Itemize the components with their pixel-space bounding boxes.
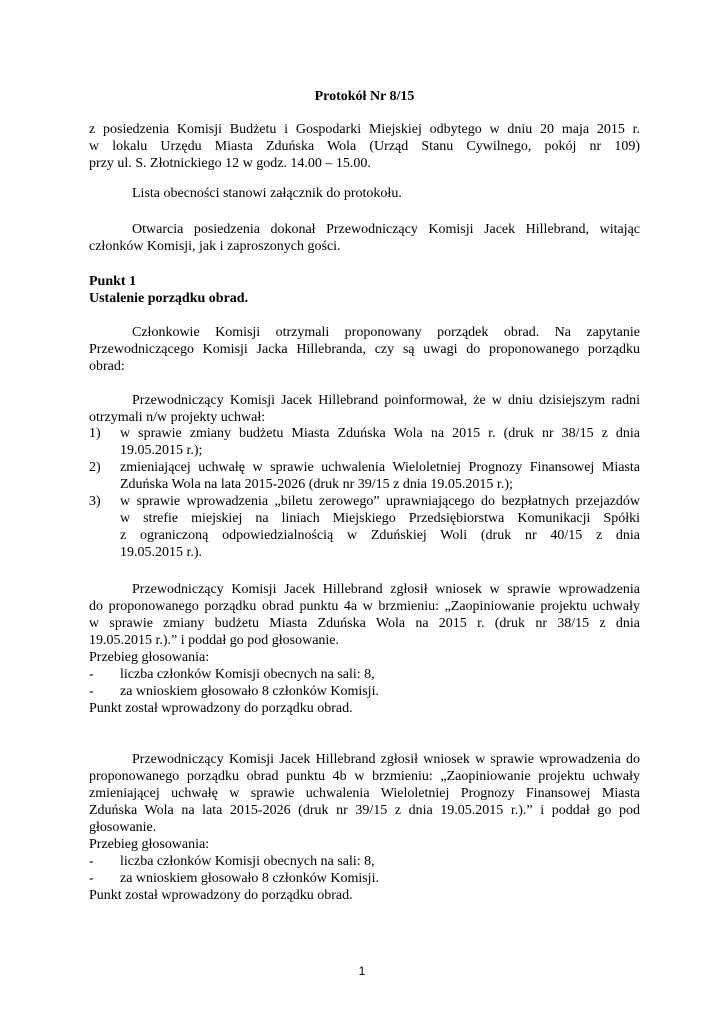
motion-result: Punkt został wprowadzony do porządku obrad. <box>89 888 353 903</box>
page-number: 1 <box>358 964 366 978</box>
intro-line: z posiedzenia Komisji Budżetu i Gospodarki Miejskiej odbytego w dniu 20 maja 2015 r. <box>89 122 640 137</box>
vote-item <box>89 853 640 870</box>
vote-item <box>89 683 640 700</box>
opening-line: członków Komisji, jak i zaproszonych gości. <box>89 239 341 254</box>
list-item <box>89 425 640 459</box>
motion-line: Przewodniczący Komisji Jacek Hillebrand zgłosił wniosek w sprawie wprowadzenia <box>132 582 640 597</box>
item-number: 3) <box>89 494 101 509</box>
projects-line: Przewodniczący Komisji Jacek Hillebrand poinformował, że w dniu dzisiejszym radni <box>132 393 640 408</box>
motion-a-paragraph <box>89 581 640 717</box>
item-line: w sprawie zmiany budżetu Miasta Zduńska Wola na 2015 r. (druk nr 38/15 z dnia <box>120 426 640 441</box>
item-line: w sprawie wprowadzenia „biletu zerowego” uprawniającego do bezpłatnych przejazdów <box>120 494 640 509</box>
intro-paragraph <box>89 121 640 172</box>
motion-line: zmieniającej uchwałę w sprawie uchwalenia Wieloletniej Prognozy Finansowej Miasta <box>89 786 640 801</box>
motion-line: proponowanego porządku obrad punktu 4b w brzmieniu: „Zaopiniowanie projektu uchwały <box>89 769 640 784</box>
item-line: 19.05.2015 r.). <box>120 545 203 560</box>
vote-item-text: za wnioskiem głosowało 8 członków Komisji. <box>120 871 379 886</box>
item-line: z ograniczoną odpowiedzialnością w Zduńskiej Woli (druk nr 40/15 z dnia <box>120 528 640 543</box>
agenda-line: Przewodniczącego Komisji Jacka Hillebranda, czy są uwagi do proponowanego porządku <box>89 342 640 357</box>
motion-line: do proponowanego porządku obrad punktu 4a w brzmieniu: „Zaopiniowanie projektu uchwały <box>89 599 640 614</box>
projects-list <box>89 425 640 561</box>
list-item <box>89 459 640 493</box>
intro-line: przy ul. S. Złotnickiego 12 w godz. 14.00 – 15.00. <box>89 156 371 171</box>
projects-line: otrzymali n/w projekty uchwał: <box>89 410 266 425</box>
agenda-intro-paragraph <box>89 324 640 375</box>
motion-b-paragraph <box>89 751 640 904</box>
motion-line: 19.05.2015 r.).” i poddał go pod głosowanie. <box>89 633 340 648</box>
agenda-line: obrad: <box>89 359 125 374</box>
motion-line: Przewodniczący Komisji Jacek Hillebrand zgłosił wniosek w sprawie wprowadzenia do <box>132 752 640 767</box>
motion-line: w sprawie zmiany budżetu Miasta Zduńska Wola na 2015 r. (druk nr 38/15 z dnia <box>89 616 640 631</box>
item-line: w strefie miejskiej na liniach Miejskiego Przedsiębiorstwa Komunikacji Spółki <box>120 511 640 526</box>
document-title: Protokół Nr 8/15 <box>314 89 415 104</box>
intro-line: w lokalu Urzędu Miasta Zduńska Wola (Urząd Stanu Cywilnego, pokój nr 109) <box>89 139 640 154</box>
dash-bullet: - <box>89 684 94 699</box>
item-line: 19.05.2015 r.); <box>120 443 203 458</box>
dash-bullet: - <box>89 871 94 886</box>
vote-item-text: liczba członków Komisji obecnych na sali: 8, <box>120 854 375 869</box>
vote-label: Przebieg głosowania: <box>89 650 210 665</box>
vote-item-text: liczba członków Komisji obecnych na sali: 8, <box>120 667 375 682</box>
point1-heading: Punkt 1 <box>89 274 137 289</box>
motion-line: Zduńska Wola na lata 2015-2026 (druk nr 39/15 z dnia 19.05.2015 r.).” i poddał go pod <box>89 803 640 818</box>
opening-paragraph <box>89 221 640 255</box>
item-line: Zduńska Wola na lata 2015-2026 (druk nr 39/15 z dnia 19.05.2015 r.); <box>120 477 513 492</box>
item-line: zmieniającej uchwałę w sprawie uchwalenia Wieloletniej Prognozy Finansowej Miasta <box>120 460 640 475</box>
vote-item <box>89 666 640 683</box>
dash-bullet: - <box>89 854 94 869</box>
vote-label: Przebieg głosowania: <box>89 837 210 852</box>
motion-result: Punkt został wprowadzony do porządku obrad. <box>89 701 353 716</box>
opening-line: Otwarcia posiedzenia dokonał Przewodniczący Komisji Jacek Hillebrand, witając <box>132 222 640 237</box>
attendance-note: Lista obecności stanowi załącznik do protokołu. <box>132 186 402 201</box>
agenda-line: Członkowie Komisji otrzymali proponowany porządek obrad. Na zapytanie <box>132 325 640 340</box>
item-number: 2) <box>89 460 101 475</box>
item-number: 1) <box>89 426 101 441</box>
motion-line: głosowanie. <box>89 820 157 835</box>
vote-item <box>89 870 640 887</box>
projects-intro-paragraph <box>89 392 640 426</box>
point1-subheading: Ustalenie porządku obrad. <box>89 291 249 306</box>
list-item <box>89 493 640 561</box>
vote-item-text: za wnioskiem głosowało 8 członków Komisji. <box>120 684 379 699</box>
dash-bullet: - <box>89 667 94 682</box>
